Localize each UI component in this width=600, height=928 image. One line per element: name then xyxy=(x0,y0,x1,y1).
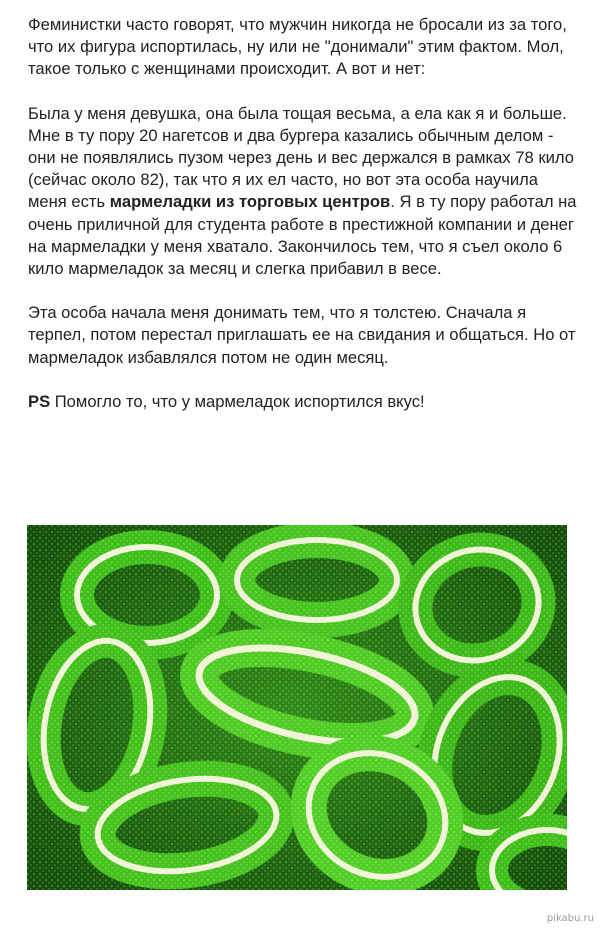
paragraph-2-text: Была у меня девушка, она была тощая весьма, а ела как я и больше. Мне в ту пору 20 нагетсов и два бургера казались обычным делом - они не появлялись пузом через день и вес держался в рамках 78 кило (сейчас около 82), так что я их ел часто, но вот эта особа научила меня есть xyxy=(28,103,574,212)
sugar-texture xyxy=(27,525,567,890)
postscript xyxy=(28,391,578,413)
paragraph-3: Эта особа начала меня донимать тем, что я толстею. Сначала я терпел, потом перестал приглашать ее на свидания и общаться. Но от мармеладок избавлялся потом не один месяц. xyxy=(28,303,576,367)
gummy-candy-photo xyxy=(27,525,567,890)
watermark: pikabu.ru xyxy=(546,913,594,924)
post-text xyxy=(28,14,578,435)
ps-label: PS xyxy=(28,391,51,411)
paragraph-2 xyxy=(28,103,578,281)
gummy-candy-illustration xyxy=(27,525,567,890)
bold-phrase: мармеладки из торговых центров xyxy=(109,192,391,212)
ps-text: Помогло то, что у мармеладок испортился вкус! xyxy=(50,391,425,411)
paragraph-1: Феминистки часто говорят, что мужчин никогда не бросали из за того, что их фигура испортилась, ну или не "донимали" этим фактом. Мол, такое только с женщинами происходит. А вот и нет: xyxy=(28,15,567,79)
paragraph-2-text-end: . Я в ту пору работал на очень приличной для студента работе в престижной компании и денег на мармеладки у меня хватало. Закончилось тем, что я съел около 6 кило мармеладок за месяц и слегка прибавил в весе. xyxy=(28,192,577,279)
